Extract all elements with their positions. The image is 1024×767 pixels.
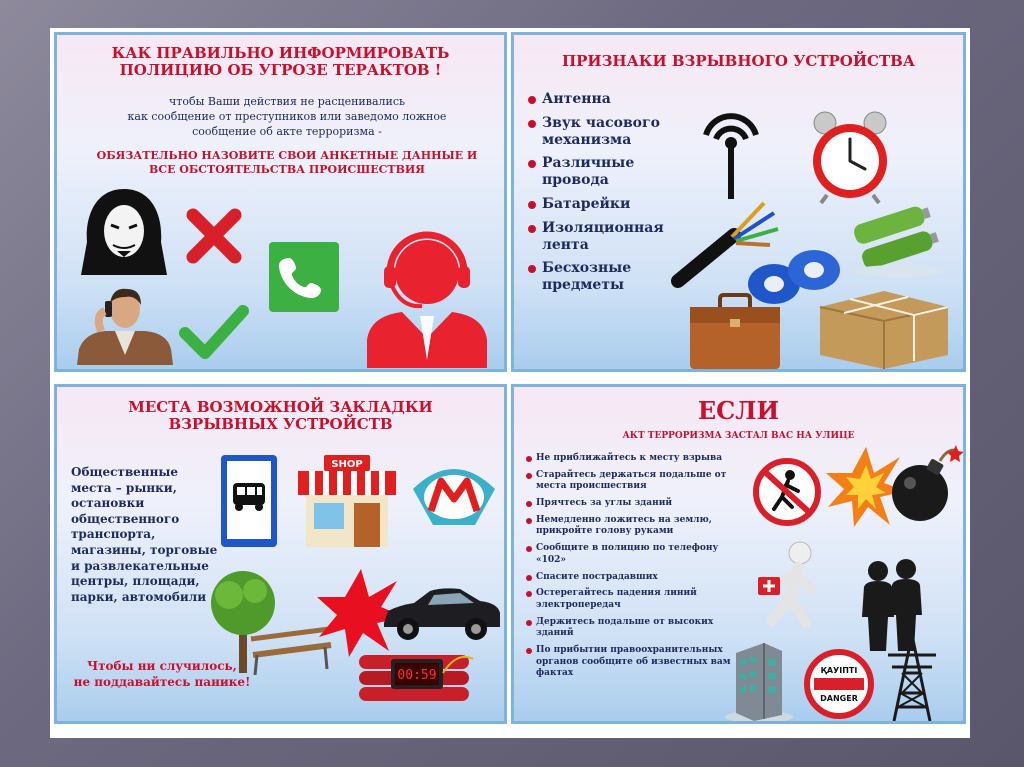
desc-line: как сообщение от преступников или заведомо ложное — [127, 109, 447, 123]
list-item: Бесхозные предметы — [528, 260, 688, 294]
danger-sign-top-text: ҚАУІПТІ — [820, 666, 858, 675]
warn-line: ОБЯЗАТЕЛЬНО НАЗОВИТЕ СВОИ АНКЕТНЫЕ ДАННЫЕ И — [96, 149, 478, 162]
panel-inform-police — [54, 32, 507, 372]
timer-display: 00:59 — [397, 668, 437, 683]
footer-line: Чтобы ни случилось, — [87, 659, 237, 673]
shop-icon — [294, 451, 400, 549]
list-item: Немедленно ложитесь на землю, прикройте голову руками — [526, 515, 736, 538]
no-entry-sign-icon — [752, 457, 822, 527]
anonymous-mask-icon — [77, 187, 172, 277]
shop-sign-text: SHOP — [331, 459, 363, 470]
power-tower-icon — [884, 633, 940, 723]
list-item: Остерегайтесь падения линий электропередач — [526, 588, 736, 611]
list-item: Батарейки — [528, 196, 688, 213]
panel-if-on-street — [511, 384, 966, 724]
poster-sheet — [50, 28, 970, 738]
phone-icon — [267, 240, 341, 314]
antenna-icon — [696, 105, 766, 201]
panel-placement-locations — [54, 384, 507, 724]
building-icon — [724, 637, 794, 723]
batteries-icon — [849, 205, 949, 279]
panel-title — [57, 399, 504, 434]
footer-line: не поддавайтесь панике! — [73, 674, 251, 689]
parcel-icon — [814, 285, 954, 371]
dynamite-timer-icon — [355, 643, 479, 711]
title-line: МЕСТА ВОЗМОЖНОЙ ЗАКЛАДКИ — [128, 398, 433, 416]
list-item: По прибытии правоохранительных органов сообщите об известных вам фактах — [526, 645, 736, 680]
title-line: ПОЛИЦИЮ ОБ УГРОЗЕ ТЕРАКТОВ ! — [119, 61, 442, 80]
green-check-icon — [179, 303, 249, 361]
title-line: ВЗРЫВНЫХ УСТРОЙСТВ — [168, 415, 393, 434]
panel-title: ПРИЗНАКИ ВЗРЫВНОГО УСТРОЙСТВА — [561, 52, 915, 70]
panel-title: ЕСЛИ — [697, 396, 780, 425]
desc-line: чтобы Ваши действия не расценивались — [169, 95, 405, 108]
list-item: Звук часового механизма — [528, 115, 688, 149]
list-item: Спасите пострадавших — [526, 572, 736, 584]
panel-title — [57, 45, 504, 80]
desc-line: сообщение об акте терроризма - — [192, 124, 382, 138]
alarm-clock-icon — [809, 109, 891, 203]
list-item: Не приближайтесь к месту взрыва — [526, 453, 736, 465]
list-item: Антенна — [528, 91, 688, 108]
title-line: КАК ПРАВИЛЬНО ИНФОРМИРОВАТЬ — [111, 44, 450, 62]
briefcase-icon — [686, 293, 784, 371]
danger-sign-bottom-text: DANGER — [820, 694, 858, 703]
bus-stop-icon — [219, 453, 279, 549]
panel-device-signs — [511, 32, 966, 372]
metro-icon — [409, 459, 499, 531]
man-on-phone-icon — [75, 285, 175, 365]
panel-warning — [77, 149, 497, 178]
list-item: Прячтесь за углы зданий — [526, 498, 736, 510]
advice-list — [526, 453, 736, 685]
warn-line: ВСЕ ОБСТОЯТЕЛЬСТВА ПРОИСШЕСТВИЯ — [149, 163, 425, 177]
signs-list — [528, 91, 688, 301]
operator-headset-icon — [362, 220, 492, 370]
panel-description — [77, 95, 497, 140]
list-item: Старайтесь держаться подальше от места происшествия — [526, 470, 736, 493]
danger-sign-icon — [804, 649, 874, 721]
places-description: Общественные места – рынки, остановки общественного транспорта, магазины, торговые и развлекательные центры, площади, парки, автомобили — [71, 465, 218, 604]
list-item: Сообщите в полицию по телефону «102» — [526, 543, 736, 566]
list-item: Различные провода — [528, 155, 688, 189]
car-icon — [380, 583, 504, 645]
list-item: Держитесь подальше от высоких зданий — [526, 617, 736, 640]
red-cross-icon — [185, 207, 243, 265]
bomb-icon — [886, 443, 964, 525]
panel-subtitle: АКТ ТЕРРОРИЗМА ЗАСТАЛ ВАС НА УЛИЦЕ — [622, 431, 855, 441]
first-aid-runner-icon — [750, 539, 834, 635]
list-item: Изоляционная лента — [528, 220, 688, 254]
